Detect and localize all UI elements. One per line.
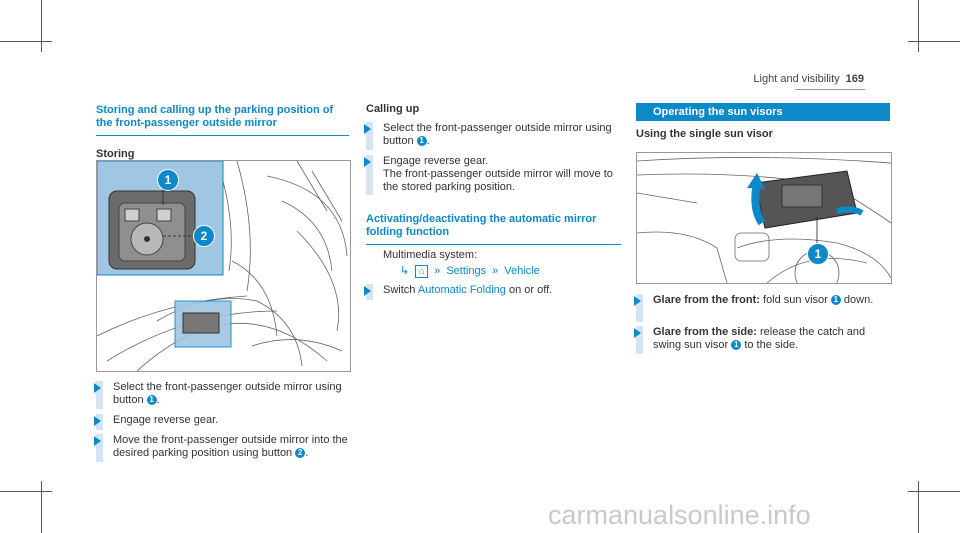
callout-badge: 1	[831, 295, 841, 305]
subheading-single-visor: Using the single sun visor	[636, 128, 773, 140]
crop-mark	[918, 0, 919, 52]
callout-2: 2	[193, 225, 215, 247]
crop-mark	[908, 491, 960, 492]
step-item	[366, 122, 621, 150]
crop-mark	[908, 41, 960, 42]
callout-badge: 1	[731, 340, 741, 350]
step-bar	[366, 284, 373, 300]
step-item	[96, 414, 349, 430]
step-bar	[366, 155, 373, 195]
step-item	[96, 434, 349, 462]
step-text: Select the front-passenger outside mirror using button 1 .	[113, 381, 342, 406]
menu-settings[interactable]: Settings	[446, 265, 487, 277]
step-item	[96, 381, 349, 409]
crop-mark	[41, 481, 42, 533]
heading-rule	[96, 135, 349, 136]
step-arrow-icon	[94, 416, 101, 426]
return-arrow-icon: ↳	[400, 265, 410, 277]
step-bar	[636, 294, 643, 322]
page-number: 169	[845, 73, 864, 85]
subheading-storing: Storing	[96, 148, 135, 160]
callout-1: 1	[807, 243, 829, 265]
heading-rule	[366, 244, 621, 245]
callout-badge: 1	[147, 395, 157, 405]
chevron-icon: »	[492, 265, 499, 277]
step-text: Glare from the front: fold sun visor 1 down.	[653, 294, 874, 306]
section-title: Light and visibility	[753, 73, 840, 85]
watermark: carmanualsonline.info	[548, 500, 811, 530]
step-text: Select the front-passenger outside mirror using button 1 .	[383, 122, 612, 147]
step-arrow-icon	[634, 296, 641, 306]
step-arrow-icon	[94, 436, 101, 446]
step-text: Engage reverse gear. The front-passenger outside mirror will move to the stored parking position.	[383, 155, 613, 193]
subheading-calling-up: Calling up	[366, 103, 420, 115]
step-bar	[366, 122, 373, 150]
crop-mark	[918, 481, 919, 533]
callout-badge: 1	[417, 136, 427, 146]
crop-mark	[0, 491, 52, 492]
callout-1: 1	[157, 169, 179, 191]
step-item	[366, 155, 621, 195]
multimedia-label: Multimedia system:	[383, 249, 478, 261]
step-item	[636, 294, 890, 322]
automatic-folding-link[interactable]: Automatic Folding	[417, 284, 506, 296]
step-arrow-icon	[634, 328, 641, 338]
automatic-folding-section	[366, 213, 621, 245]
step-arrow-icon	[94, 383, 101, 393]
step-bar	[636, 326, 643, 354]
step-item	[636, 326, 890, 354]
section-banner: Operating the sun visors	[636, 103, 890, 121]
step-bar	[96, 434, 103, 462]
step-text: Switch Automatic Folding on or off.	[383, 284, 553, 296]
step-arrow-icon	[364, 124, 371, 134]
home-icon[interactable]: ⌂	[415, 265, 428, 278]
step-item	[366, 284, 621, 300]
menu-vehicle[interactable]: Vehicle	[504, 265, 540, 277]
step-text: Engage reverse gear.	[113, 414, 219, 426]
step-bar	[96, 381, 103, 409]
step-text: Glare from the side: release the catch and swing sun visor 1 to the side.	[653, 326, 866, 351]
step-arrow-icon	[364, 286, 371, 296]
step-arrow-icon	[364, 157, 371, 167]
chevron-icon: »	[434, 265, 441, 277]
crop-mark	[41, 0, 42, 52]
section-heading: Activating/deactivating the automatic mirror folding function	[366, 213, 597, 238]
mirror-switch-figure	[96, 160, 351, 372]
sun-visor-figure	[636, 152, 892, 284]
navigation-path	[400, 265, 540, 278]
step-bar	[96, 414, 103, 430]
page-header	[753, 73, 864, 85]
left-column	[96, 104, 349, 161]
step-text: Move the front-passenger outside mirror into the desired parking position using button 2 .	[113, 434, 348, 459]
section-heading: Storing and calling up the parking position of the front-passenger outside mirror	[96, 104, 334, 129]
header-rule	[795, 89, 865, 90]
callout-badge: 2	[295, 448, 305, 458]
crop-mark	[0, 41, 52, 42]
